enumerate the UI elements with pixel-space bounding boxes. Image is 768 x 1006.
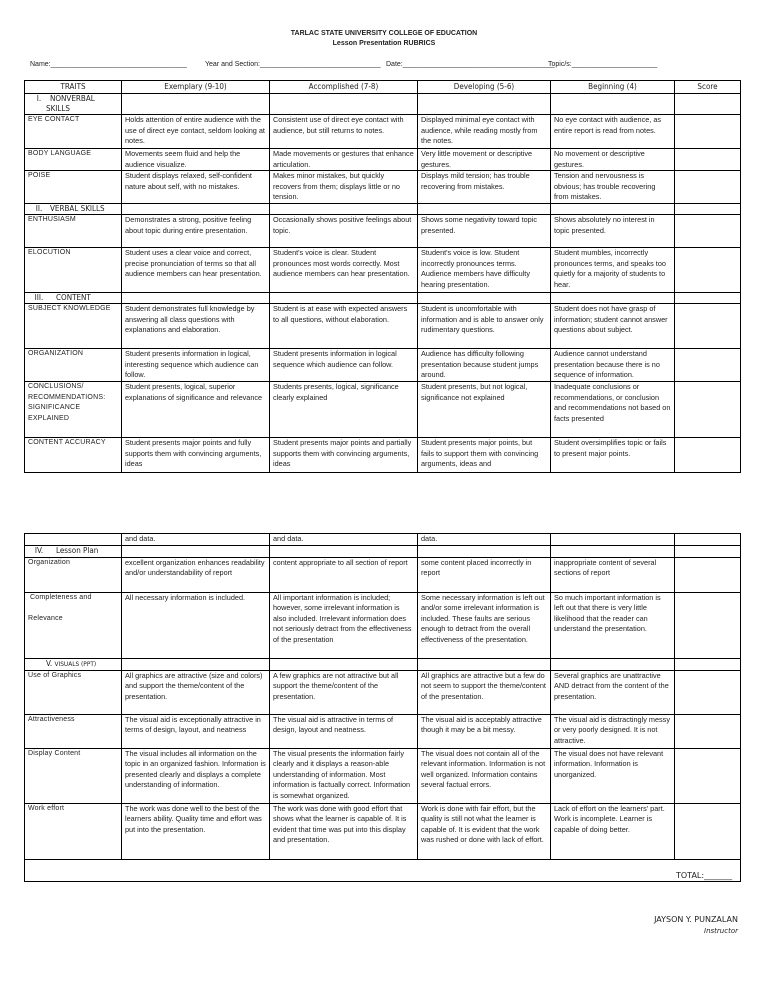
score-cell[interactable] bbox=[675, 803, 741, 859]
section-lesson-plan: IV. Lesson Plan bbox=[25, 545, 741, 557]
row-elocution: ELOCUTION Student uses a clear voice and correct, precise pronunciation of terms so that all audience members can hear presentation. Student's voice is clear. Student pronounces most words correctly. Most audience members can hear presentation. Student's voice is low. Student incorrectly pronounces terms. Audience members have difficulty hearing presentation. Student mumbles, incorrectly pronounces terms, and speaks too quietly for a majority of students to hear. bbox=[25, 248, 741, 293]
total-field: TOTAL:_______ bbox=[676, 871, 733, 880]
row-content-accuracy-cont: and data. and data. data. bbox=[25, 534, 741, 546]
date-field: Date:_______________________________________ bbox=[386, 61, 555, 68]
score-cell[interactable] bbox=[675, 304, 741, 349]
row-enthusiasm: ENTHUSIASM Demonstrates a strong, positive feeling about topic during entire presentation. Occasionally shows positive feelings about topic. Shows some negativity toward topic presented. Shows absolutely no interest in topic presented. bbox=[25, 215, 741, 248]
name-field: Name:___________________________________ bbox=[30, 61, 187, 68]
col-score: Score bbox=[675, 81, 741, 94]
rubric-table-page-2 bbox=[24, 533, 741, 882]
document-subtitle: Lesson Presentation RUBRICS bbox=[332, 40, 436, 47]
row-total bbox=[25, 859, 741, 881]
col-exemplary: Exemplary (9-10) bbox=[122, 81, 270, 94]
col-beginning: Beginning (4) bbox=[551, 81, 675, 94]
section-nonverbal: I. NONVERBAL SKILLS bbox=[25, 94, 741, 115]
score-cell[interactable] bbox=[675, 438, 741, 473]
row-body-language: BODY LANGUAGE Movements seem fluid and help the audience visualize. Made movements or gestures that enhance articulation. Very little movement or descriptive gestures. No movement or descriptive gestures. bbox=[25, 149, 741, 171]
topic-field: Topic/s:______________________ bbox=[548, 61, 658, 68]
score-cell[interactable] bbox=[675, 714, 741, 748]
row-use-of-graphics: Use of Graphics All graphics are attractive (size and colors) and support the theme/content of the presentation. A few graphics are not attractive but all support the theme/content of the presentation. All graphics are attractive but a few do not seem to support the theme/content of the presentation. Several graphics are unattractive AND detract from the content of the presentation. bbox=[25, 670, 741, 714]
score-cell[interactable] bbox=[675, 215, 741, 248]
instructor-role: Instructor bbox=[704, 927, 738, 935]
score-cell[interactable] bbox=[675, 382, 741, 438]
document-title: TARLAC STATE UNIVERSITY COLLEGE OF EDUCATION bbox=[290, 30, 478, 37]
row-completeness: Completeness and Relevance All necessary information is included. All important information is included; however, some irrelevant information is also included. Irrelevant information does not seriously detract from the effectiveness of the presentation Some necessary information is left out and/or some irrelevant information is included. These faults are serious enough to detract from the overall effectiveness of the presentation. So much important information is left out that there is very little likelihood that the reader can understand the presentation. bbox=[25, 592, 741, 658]
row-poise: POISE Student displays relaxed, self-confident nature about self, with no mistakes. Makes minor mistakes, but quickly recovers from them; displays little or no tension. Displays mild tension; has trouble recovering from mistakes. Tension and nervousness is obvious; has trouble recovering from mistakes. bbox=[25, 171, 741, 204]
section-verbal: II. VERBAL SKILLS bbox=[25, 204, 741, 215]
score-cell[interactable] bbox=[675, 670, 741, 714]
col-developing: Developing (5-6) bbox=[418, 81, 551, 94]
section-visuals: V. VISUALS (PPT) bbox=[25, 658, 741, 670]
year-section-field: Year and Section:_______________________________ bbox=[205, 61, 381, 68]
score-cell[interactable] bbox=[675, 349, 741, 382]
row-subject-knowledge: SUBJECT KNOWLEDGE Student demonstrates full knowledge by answering all class questions with explanations and elaboration. Student is at ease with expected answers to all questions, without elaboration. Student is uncomfortable with information and is able to answer only rudimentary questions. Student does not have grasp of information; student cannot answer questions about subject. bbox=[25, 304, 741, 349]
score-cell[interactable] bbox=[675, 171, 741, 204]
col-traits: TRAITS bbox=[25, 81, 122, 94]
score-cell[interactable] bbox=[675, 149, 741, 171]
col-accomplished: Accomplished (7-8) bbox=[270, 81, 418, 94]
score-cell[interactable] bbox=[675, 557, 741, 592]
score-cell[interactable] bbox=[675, 592, 741, 658]
row-attractiveness: Attractiveness The visual aid is exceptionally attractive in terms of design, layout, and neatness The visual aid is attractive in terms of design, layout and neatness. The visual aid is acceptably attractive though it may be a bit messy. The visual aid is distractingly messy or very poorly designed. It is not attractive. bbox=[25, 714, 741, 748]
instructor-name: JAYSON Y. PUNZALAN bbox=[654, 915, 738, 924]
section-content: III. CONTENT bbox=[25, 293, 741, 304]
row-work-effort: Work effort The work was done well to the best of the learners ability. Quality time and effort was put into the presentation. The work was done with good effort that shows what the learner is capable of. It is evident that time was put into this display and presentation. Work is done with fair effort, but the quality is still not what the learner is capable of. It is evident that the work was rushed or done with lack of effort. Lack of effort on the learners' part. Work is incomplete. Learner is capable of doing better. bbox=[25, 803, 741, 859]
row-eye-contact: EYE CONTACT Holds attention of entire audience with the use of direct eye contact, seldom looking at notes. Consistent use of direct eye contact with audience, but still returns to notes. Displayed minimal eye contact with audience, while reading mostly from the notes. No eye contact with audience, as entire report is read from notes. bbox=[25, 115, 741, 149]
row-organization: ORGANIZATION Student presents information in logical, interesting sequence which audience can follow. Student presents information in logical sequence which audience can follow. Audience has difficulty following presentation because student jumps around. Audience cannot understand presentation because there is no sequence of information. bbox=[25, 349, 741, 382]
column-header-row bbox=[25, 81, 741, 94]
row-content-accuracy: CONTENT ACCURACY Student presents major points and fully supports them with convincing arguments, ideas Student presents major points and partially supports them with convincing arguments, ideas Student presents major points, but fails to support them with convincing arguments, ideas and Student oversimplifies topic or fails to present major points. bbox=[25, 438, 741, 473]
score-cell[interactable] bbox=[675, 248, 741, 293]
rubric-table-page-1 bbox=[24, 80, 741, 473]
score-cell[interactable] bbox=[675, 748, 741, 803]
score-cell[interactable] bbox=[675, 115, 741, 149]
row-display-content: Display Content The visual includes all information on the topic in an organized fashion. Information is presented clearly and displays a complete understanding of information. The visual presents the information fairly clearly and it displays a reason-able understanding of information. Most information is factually correct. Information is somewhat organized. The visual does not contain all of the relevant information. Information is not well organized. Information contains several factual errors. The visual does not have relevant information. Information is unorganized. bbox=[25, 748, 741, 803]
row-lp-organization: Organization excellent organization enhances readability and/or understandability of report content appropriate to all section of report some content placed incorrectly in report inappropriate content of several sections of report bbox=[25, 557, 741, 592]
row-conclusions: CONCLUSIONS/ RECOMMENDATIONS: SIGNIFICANCE EXPLAINED Student presents, logical, superior explanations of significance and relevance Students presents, logical, significance clearly explained Student presents, but not logical, significance not explained Inadequate conclusions or recommendations, or conclusion and recommendations not based on facts presented bbox=[25, 382, 741, 438]
